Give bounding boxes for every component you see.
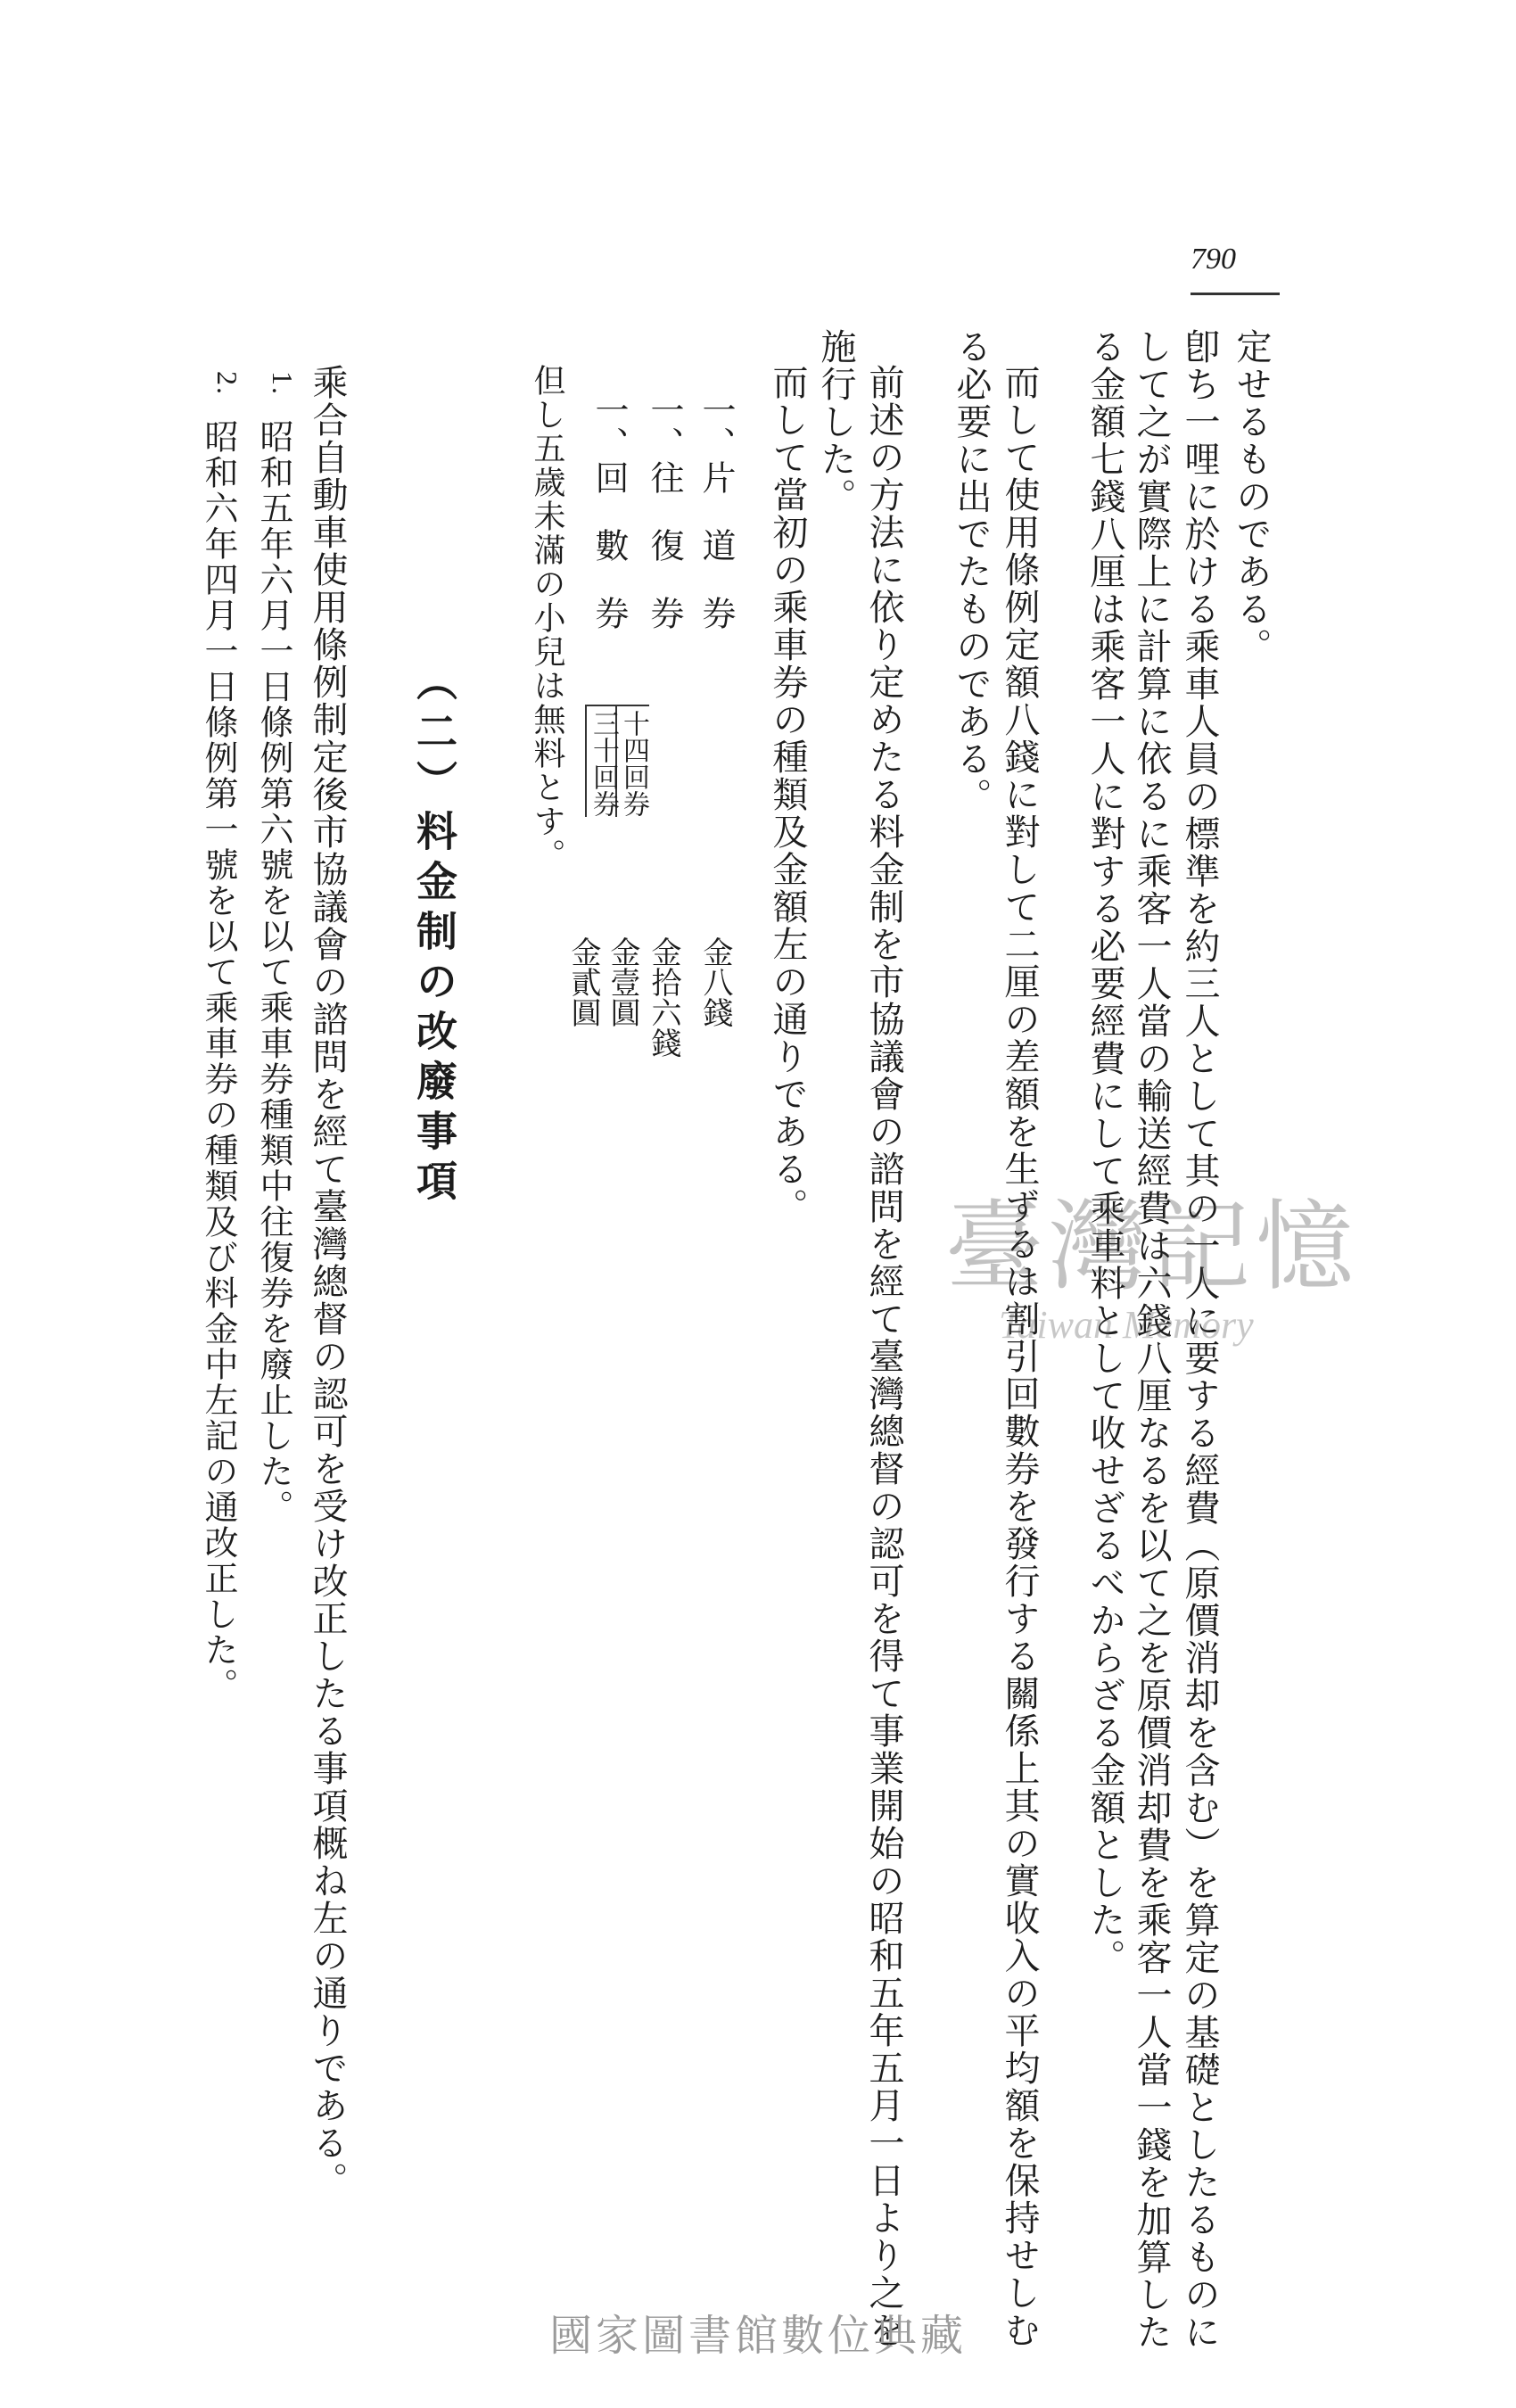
ticket-label-coupon: 一、回 數 券 xyxy=(589,392,629,630)
watermark-chinese-text: 臺灣記憶 xyxy=(945,1190,1359,1304)
ticket-label-round-trip: 一、往 復 券 xyxy=(645,392,684,630)
section-intro: 乘合自動車使用條例制定後市協議會の諮問を經て臺灣總督の認可を受け改正したる事項概ね左の通りである。 xyxy=(307,364,348,2199)
section-heading: （二）料金制の改廢事項 xyxy=(410,660,458,1209)
page-number: 790 xyxy=(1191,243,1280,295)
ticket-price-round-trip: 金拾六錢 xyxy=(646,936,681,1058)
text-column-7: 前述の方法に依り定めたる料金制を市協議會の諮問を經て臺灣總督の認可を得て事業開始の昭和五年五月一日より之を xyxy=(863,364,904,2349)
ticket-count-14: 十四回券 xyxy=(615,705,649,817)
item-text-1: 昭和五年六月一日條例第六號を以て乘車券種類中往復券を廢止した。 xyxy=(254,419,293,1525)
item-number-1: 1. xyxy=(267,371,299,396)
ticket-price-14: 金壹圓 xyxy=(605,936,640,1027)
text-column-6: る必要に出でたものである。 xyxy=(951,328,992,815)
text-column-2: 卽ち一哩に於ける乘車人員の標準を約三人として其の一人に要する經費（原價消却を含む）を算定の基礎としたるものに xyxy=(1179,328,1220,2351)
text-column-8: 施行した。 xyxy=(815,328,856,515)
watermark-english-text: Taiwan Memory xyxy=(999,1303,1254,1347)
text-column-9: 而して當初の乘車券の種類及金額左の通りである。 xyxy=(767,364,808,1225)
item-text-2: 昭和六年四月一日條例第一號を以て乘車券の種類及び料金中左記の通改正した。 xyxy=(199,419,238,1703)
text-column-1: 定せるものである。 xyxy=(1231,328,1272,665)
item-number-2: 2. xyxy=(211,371,243,396)
ticket-count-30: 三十回券 xyxy=(585,705,619,817)
ticket-price-30: 金貳圓 xyxy=(565,936,601,1027)
text-column-4: る金額七錢八厘は乘客一人に對する必要經費にして乘車料として收せざるべからざる金額とした。 xyxy=(1084,328,1125,1976)
footer-library-credit: 國家圖書館數位典藏 xyxy=(548,2311,967,2361)
text-column-5: 而して使用條例定額八錢に對して二厘の差額を生ずるは割引回數券を發行する關係上其の實收入の平均額を保持せしむ xyxy=(999,364,1040,2349)
ticket-label-one-way: 一、片 道 券 xyxy=(696,392,736,630)
text-column-3: して之が實際上に計算に依るに乘客一人當の輸送經費は六錢八厘なるを以て之を原價消却費を乘客一人當一錢を加算した xyxy=(1131,328,1172,2351)
ticket-price-one-way: 金八錢 xyxy=(697,936,733,1027)
note-children-free: 但し五歲未滿の小兒は無料とす。 xyxy=(529,364,565,872)
